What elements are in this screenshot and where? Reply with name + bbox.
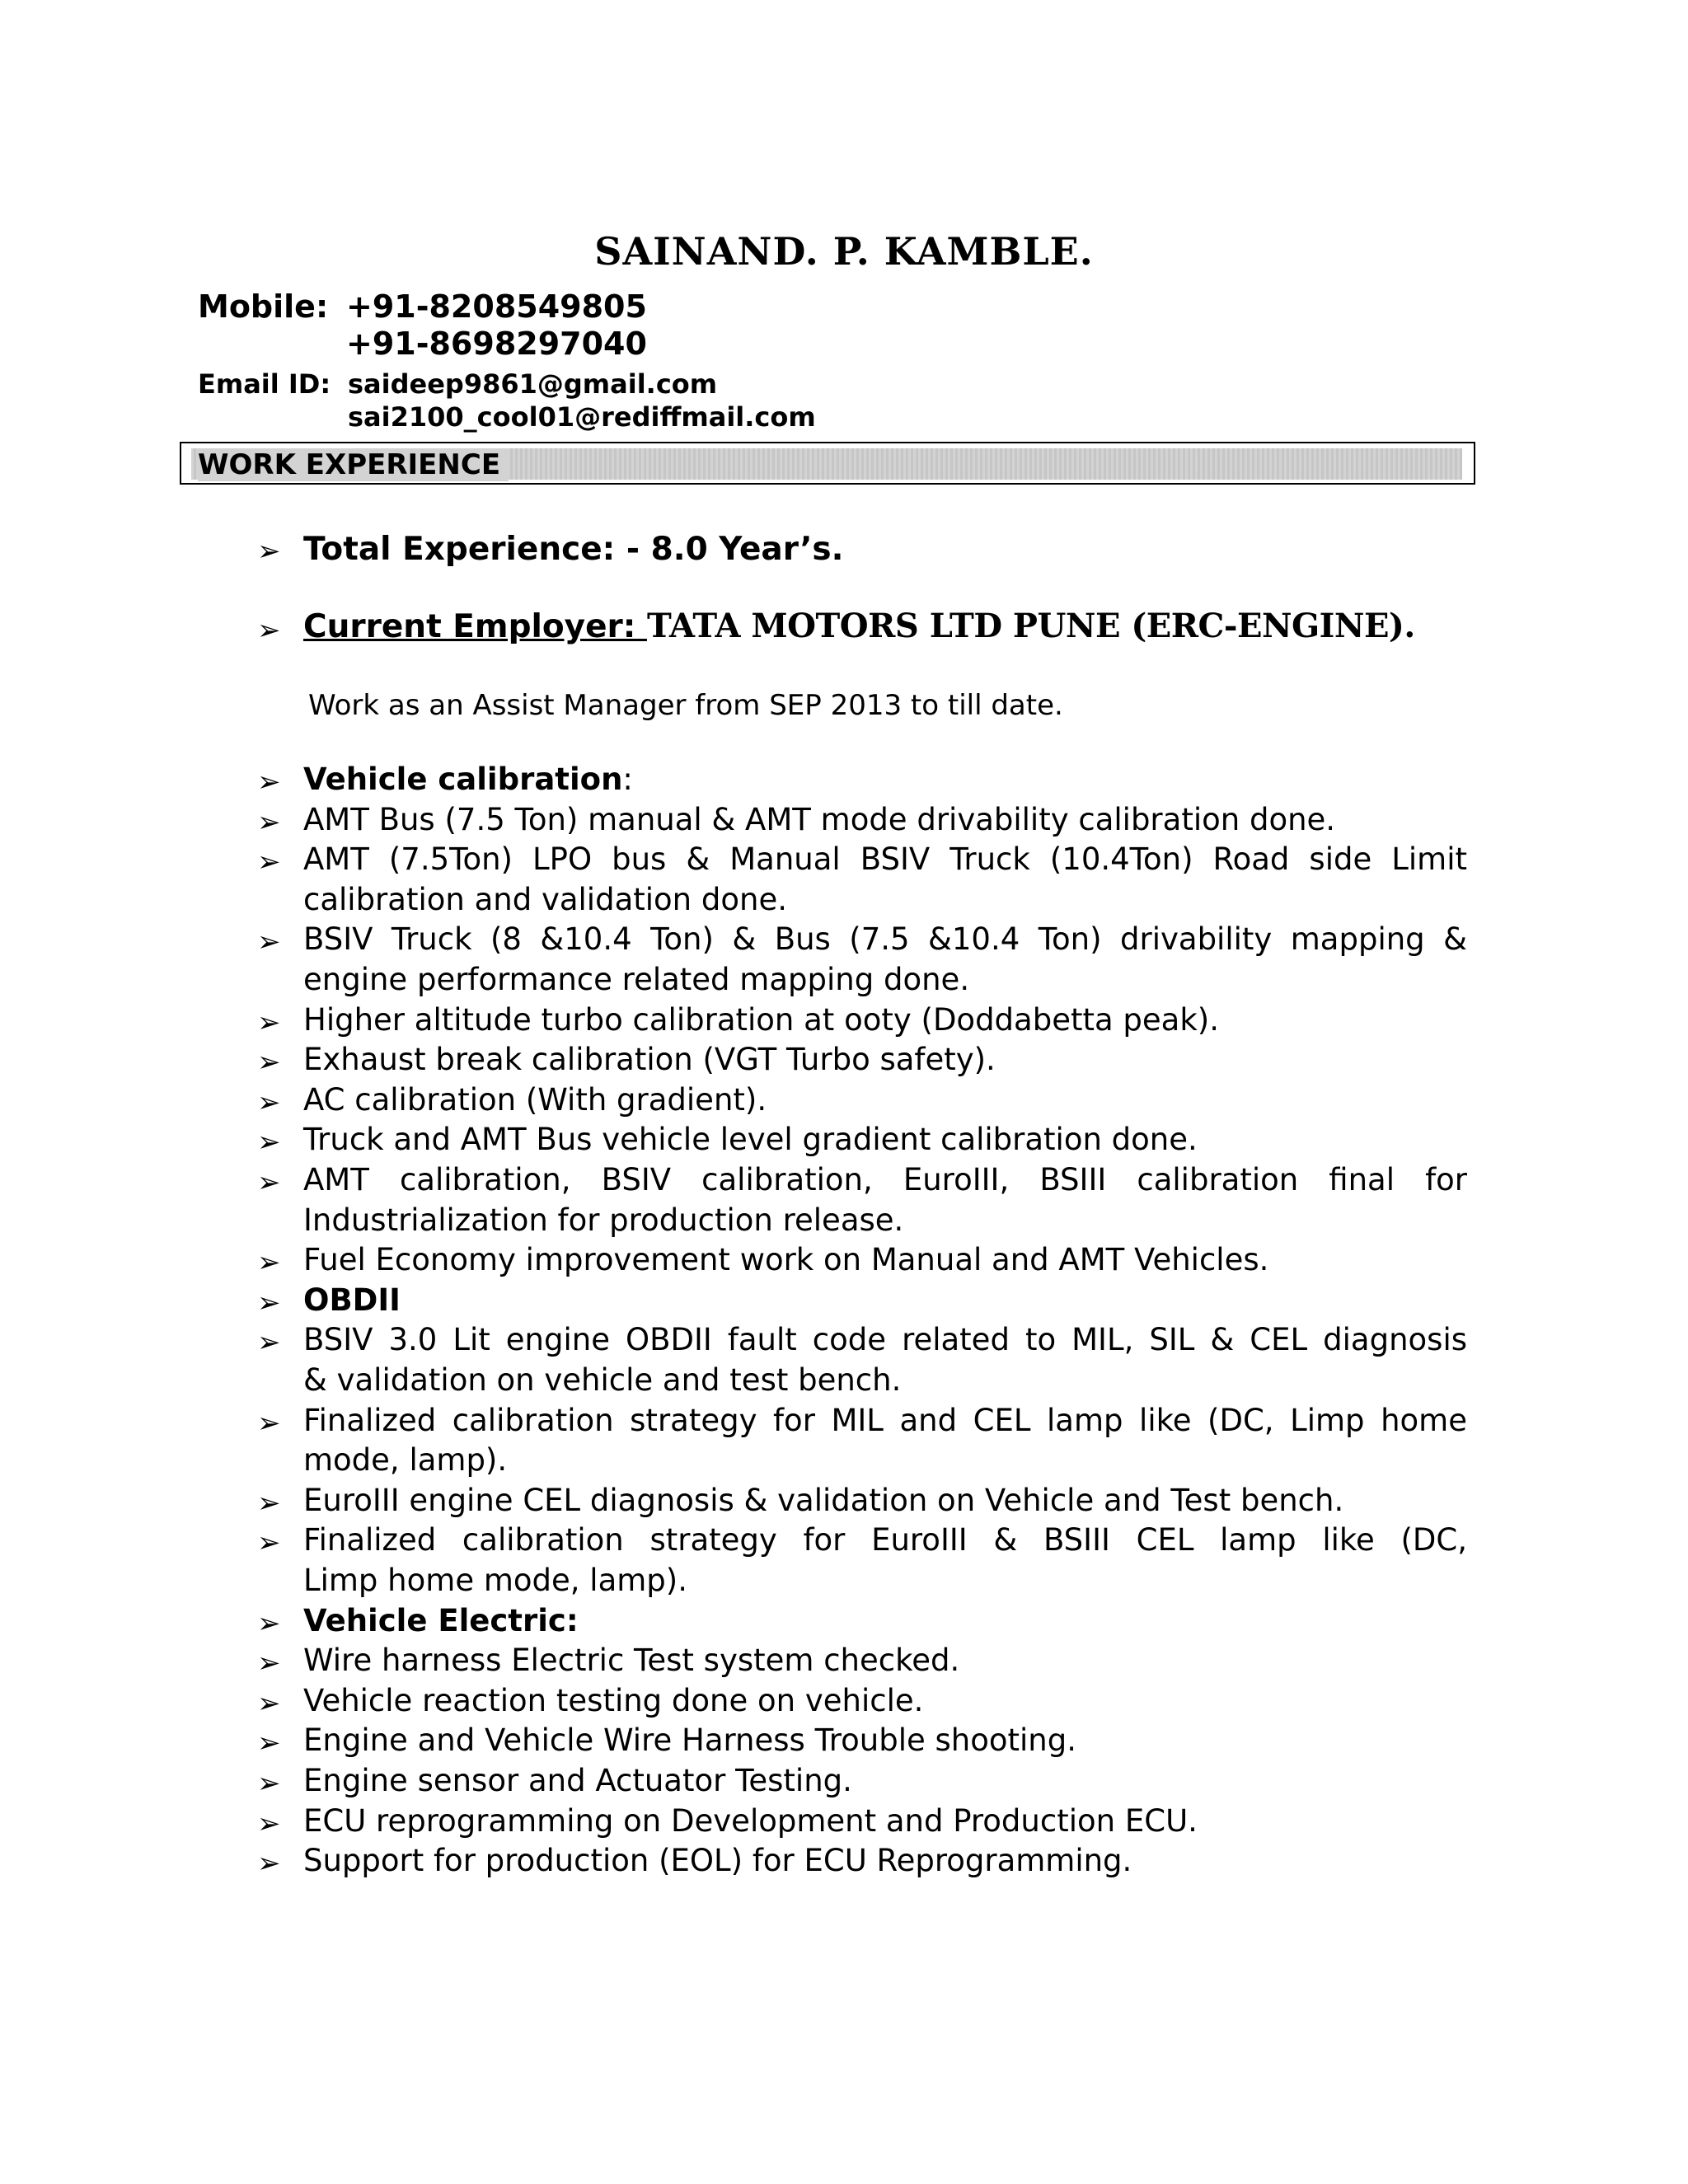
list-item: Finalized calibration strategy for EuroIII & BSIII CEL lamp like (DC, bbox=[303, 1522, 1467, 1558]
bullet-arrow-icon: ➢ bbox=[257, 805, 281, 839]
bullet-arrow-icon: ➢ bbox=[257, 1847, 281, 1881]
email-primary: saideep9861@gmail.com bbox=[348, 368, 718, 400]
bullet-arrow-icon: ➢ bbox=[257, 1486, 281, 1520]
work-as-statement: Work as an Assist Manager from SEP 2013 to till date. bbox=[308, 689, 1063, 722]
list-subheading: Vehicle Electric: bbox=[303, 1602, 579, 1638]
bullet-arrow-icon: ➢ bbox=[257, 766, 281, 799]
bullet-arrow-icon: ➢ bbox=[257, 1126, 281, 1160]
bullet-arrow-icon: ➢ bbox=[257, 1046, 281, 1080]
mobile-label: Mobile: bbox=[198, 288, 329, 325]
bullet-arrow-icon: ➢ bbox=[257, 1326, 281, 1360]
list-item: Fuel Economy improvement work on Manual and AMT Vehicles. bbox=[303, 1242, 1269, 1278]
bullet-arrow-icon: ➢ bbox=[257, 1166, 281, 1199]
bullet-arrow-icon: ➢ bbox=[257, 535, 281, 568]
list-item: Engine and Vehicle Wire Harness Trouble shooting. bbox=[303, 1722, 1077, 1759]
bullet-arrow-icon: ➢ bbox=[257, 1286, 281, 1319]
section-title: WORK EXPERIENCE bbox=[198, 448, 509, 481]
list-item: Support for production (EOL) for ECU Reprogramming. bbox=[303, 1843, 1132, 1879]
list-item-continuation: Industrialization for production release. bbox=[303, 1202, 904, 1238]
bullet-arrow-icon: ➢ bbox=[257, 1686, 281, 1720]
list-item: BSIV 3.0 Lit engine OBDII fault code related to MIL, SIL & CEL diagnosis bbox=[303, 1322, 1467, 1358]
list-item: Truck and AMT Bus vehicle level gradient calibration done. bbox=[303, 1122, 1198, 1158]
list-item: Finalized calibration strategy for MIL and CEL lamp like (DC, Limp home bbox=[303, 1402, 1467, 1438]
bullet-arrow-icon: ➢ bbox=[257, 1727, 281, 1760]
bullet-arrow-icon: ➢ bbox=[257, 1767, 281, 1800]
list-item: AMT Bus (7.5 Ton) manual & AMT mode drivability calibration done. bbox=[303, 801, 1336, 837]
list-item: EuroIII engine CEL diagnosis & validation on Vehicle and Test bench. bbox=[303, 1482, 1344, 1518]
total-experience: Total Experience: - 8.0 Year’s. bbox=[303, 531, 844, 568]
list-subheading bbox=[303, 762, 633, 797]
list-item: Exhaust break calibration (VGT Turbo safety). bbox=[303, 1042, 996, 1078]
list-item: Engine sensor and Actuator Testing. bbox=[303, 1763, 852, 1798]
current-employer bbox=[303, 607, 1415, 645]
current-employer-label: Current Employer: bbox=[303, 608, 647, 645]
bullet-arrow-icon: ➢ bbox=[257, 614, 281, 647]
list-item: Higher altitude turbo calibration at ooty (Doddabetta peak). bbox=[303, 1001, 1219, 1038]
bullet-arrow-icon: ➢ bbox=[257, 1085, 281, 1119]
list-item: AC calibration (With gradient). bbox=[303, 1081, 767, 1118]
bullet-arrow-icon: ➢ bbox=[257, 1406, 281, 1440]
list-subheading-colon: : bbox=[622, 762, 633, 797]
bullet-arrow-icon: ➢ bbox=[257, 1647, 281, 1680]
email-label: Email ID: bbox=[198, 368, 331, 400]
list-item: BSIV Truck (8 &10.4 Ton) & Bus (7.5 &10.4 Ton) drivability mapping & bbox=[303, 921, 1467, 958]
candidate-name: SAINAND. P. KAMBLE. bbox=[594, 229, 1094, 274]
bullet-arrow-icon: ➢ bbox=[257, 846, 281, 879]
mobile-number-secondary: +91-8698297040 bbox=[346, 326, 647, 362]
list-item-continuation: & validation on vehicle and test bench. bbox=[303, 1362, 902, 1398]
bullet-arrow-icon: ➢ bbox=[257, 926, 281, 959]
list-item: ECU reprogramming on Development and Production ECU. bbox=[303, 1802, 1198, 1839]
list-subheading-text: Vehicle calibration bbox=[303, 762, 623, 797]
bullet-arrow-icon: ➢ bbox=[257, 1246, 281, 1280]
current-employer-name: TATA MOTORS LTD PUNE (ERC-ENGINE). bbox=[646, 607, 1415, 645]
bullet-arrow-icon: ➢ bbox=[257, 1005, 281, 1039]
bullet-arrow-icon: ➢ bbox=[257, 1807, 281, 1840]
list-item: AMT (7.5Ton) LPO bus & Manual BSIV Truck (10.4Ton) Road side Limit bbox=[303, 841, 1467, 878]
list-item-continuation: Limp home mode, lamp). bbox=[303, 1563, 687, 1598]
list-item-continuation: mode, lamp). bbox=[303, 1442, 508, 1479]
email-secondary: sai2100_cool01@rediffmail.com bbox=[348, 401, 816, 433]
list-item: AMT calibration, BSIV calibration, EuroIII, BSIII calibration final for bbox=[303, 1162, 1467, 1197]
list-item: Vehicle reaction testing done on vehicle. bbox=[303, 1682, 924, 1718]
mobile-number-primary: +91-8208549805 bbox=[346, 288, 647, 325]
list-item-continuation: engine performance related mapping done. bbox=[303, 962, 970, 997]
list-item-continuation: calibration and validation done. bbox=[303, 881, 787, 917]
list-subheading: OBDII bbox=[303, 1282, 401, 1318]
bullet-arrow-icon: ➢ bbox=[257, 1526, 281, 1560]
bullet-arrow-icon: ➢ bbox=[257, 1606, 281, 1640]
list-item: Wire harness Electric Test system checked. bbox=[303, 1643, 960, 1679]
